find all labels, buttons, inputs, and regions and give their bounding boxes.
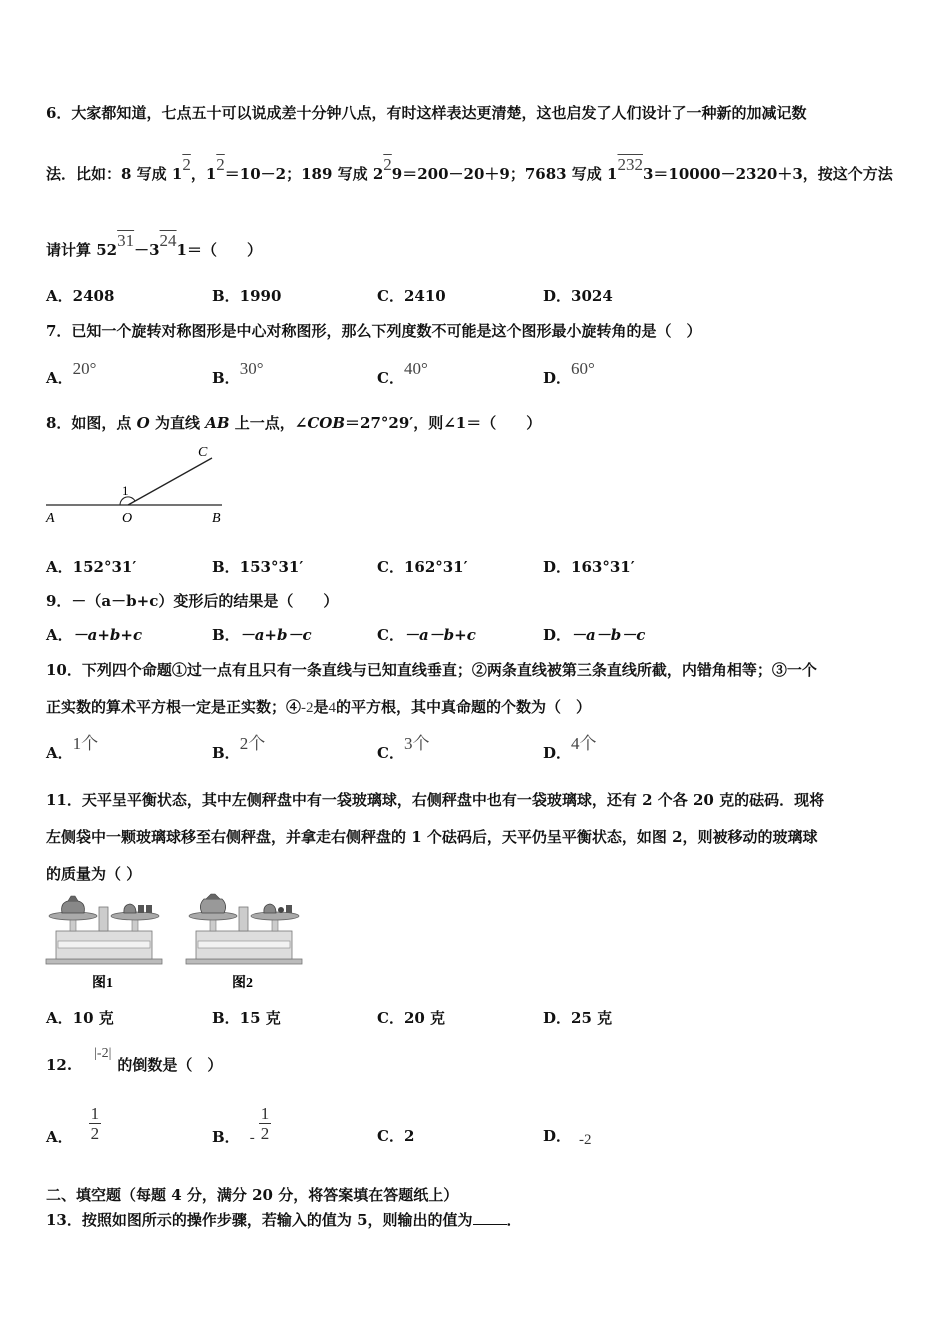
- q10-line1: 10．下列四个命题①过一点有且只有一条直线与已知直线垂直；②两条直线被第三条直线所截，内错角相等；③一个: [46, 661, 817, 679]
- q11-option-b[interactable]: B．15 克: [212, 1009, 281, 1027]
- q7-option-b[interactable]: B．30°: [212, 359, 264, 387]
- balance-figure-1: [44, 893, 166, 993]
- q12-option-b[interactable]: B． - $\frac{1}{2}$: [212, 1104, 270, 1146]
- q11-line3: 的质量为（ ）: [46, 865, 142, 883]
- angle-figure: [40, 440, 240, 530]
- q6-line1: 6．大家都知道，七点五十可以说成差十分钟八点，有时这样表达更清楚，这也启发了人们设计了一种新的加减记数: [46, 104, 807, 122]
- q8-option-a[interactable]: A．152°31′: [46, 558, 137, 576]
- q10-option-b[interactable]: B．2个: [212, 734, 266, 762]
- q11-line2: 左侧袋中一颗玻璃球移至右侧秤盘，并拿走右侧秤盘的 1 个砝码后，天平仍呈平衡状态，如图 2，则被移动的玻璃球: [46, 828, 818, 846]
- balance-figure-2: [184, 893, 306, 993]
- section-heading: 二、填空题（每题 4 分，满分 20 分，将答案填在答题纸上）: [46, 1186, 459, 1204]
- q12-option-d[interactable]: D． -2: [543, 1127, 592, 1148]
- q6-option-a[interactable]: A．2408: [46, 287, 115, 305]
- q9-option-c[interactable]: C．－a－b+c: [377, 626, 476, 644]
- q7-option-a[interactable]: A．20°: [46, 359, 97, 387]
- q8-option-d[interactable]: D．163°31′: [543, 558, 635, 576]
- q6-option-d[interactable]: D．3024: [543, 287, 613, 305]
- q11-line1: 11．天平呈平衡状态，其中左侧秤盘中有一袋玻璃球，右侧秤盘中也有一袋玻璃球，还有 2 个各 20 克的砝码．现将: [46, 791, 825, 809]
- q13-stem: 13．按照如图所示的操作步骤，若输入的值为 5，则输出的值为 ．: [46, 1211, 522, 1229]
- q11-option-a[interactable]: A．10 克: [46, 1009, 114, 1027]
- angle-1-label: 1: [122, 483, 129, 498]
- q12-option-c[interactable]: C．2: [377, 1127, 415, 1145]
- point-o-label: O: [122, 511, 133, 526]
- q7-stem: 7．已知一个旋转对称图形是中心对称图形，那么下列度数不可能是这个图形最小旋转角的是（ ）: [46, 322, 702, 340]
- q7-option-d[interactable]: D．60°: [543, 359, 595, 387]
- q9-option-a[interactable]: A．－a+b+c: [46, 626, 143, 644]
- q8-option-b[interactable]: B．153°31′: [212, 558, 304, 576]
- angle-arc: [120, 497, 135, 505]
- q9-option-b[interactable]: B．－a+b－c: [212, 626, 312, 644]
- q12-stem: 12.|-2|的倒数是（ ）: [46, 1046, 223, 1074]
- q6-option-c[interactable]: C．2410: [377, 287, 446, 305]
- q12-option-a[interactable]: A． $\frac{1}{2}$: [46, 1104, 100, 1146]
- q10-option-d[interactable]: D．4个: [543, 734, 597, 762]
- q11-option-d[interactable]: D．25 克: [543, 1009, 613, 1027]
- q10-option-a[interactable]: A．1个: [46, 734, 99, 762]
- q10-option-c[interactable]: C．3个: [377, 734, 430, 762]
- ray-oc: [128, 458, 212, 505]
- fig1-caption: 图1: [92, 976, 113, 991]
- q9-stem: 9．－（a－b+c）变形后的结果是（ ）: [46, 592, 339, 610]
- point-a-label: A: [46, 511, 55, 526]
- q8-stem: 8．如图，点 O 为直线 AB 上一点，∠COB＝27°29′，则∠1＝（ ）: [46, 414, 542, 432]
- q10-line2: 正实数的算术平方根一定是正实数；④-2是4的平方根，其中真命题的个数为（ ）: [46, 698, 592, 716]
- q13-answer-blank[interactable]: [473, 1210, 507, 1225]
- q8-option-c[interactable]: C．162°31′: [377, 558, 468, 576]
- q6-line2: 法．比如：8 写成 12，12＝10－2；189 写成 229＝200－20＋9；7683 写成 12323＝10000－2320＋3，按这个方法: [46, 155, 893, 183]
- q6-line3: 请计算 5231－3241＝（ ）: [46, 231, 262, 259]
- q7-option-c[interactable]: C．40°: [377, 359, 428, 387]
- point-c-label: C: [198, 445, 208, 460]
- q9-option-d[interactable]: D．－a－b－c: [543, 626, 646, 644]
- q6-option-b[interactable]: B．1990: [212, 287, 282, 305]
- fig2-caption: 图2: [232, 976, 253, 991]
- q11-option-c[interactable]: C．20 克: [377, 1009, 446, 1027]
- point-b-label: B: [212, 511, 221, 526]
